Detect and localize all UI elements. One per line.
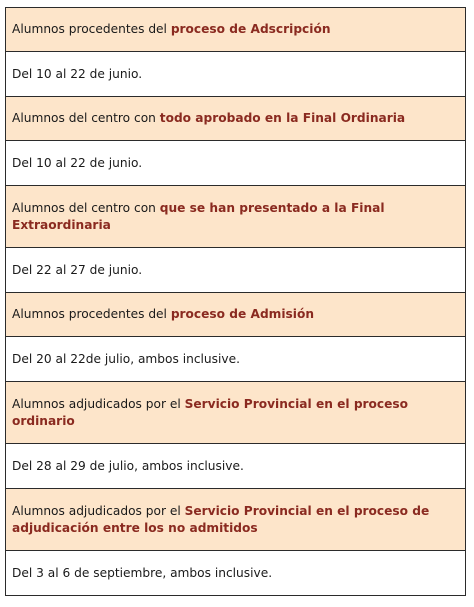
date-text: Del 28 al 29 de julio, ambos inclusive.: [12, 458, 244, 473]
date-row: [5, 337, 466, 382]
group-header-servicio-ordinario: [5, 382, 466, 444]
date-row: [5, 551, 466, 596]
row-text: Alumnos del centro con todo aprobado en la Final Ordinaria: [12, 111, 406, 125]
group-header-final-extraordinaria: [5, 186, 466, 248]
row-text: Alumnos procedentes del proceso de Adscripción: [12, 22, 331, 36]
date-text: Del 20 al 22de julio, ambos inclusive.: [12, 351, 240, 366]
group-header-adscripcion: [5, 8, 466, 52]
date-text: Del 3 al 6 de septiembre, ambos inclusive.: [12, 565, 273, 580]
highlight-text: proceso de Admisión: [170, 307, 315, 321]
row-text: Alumnos adjudicados por el Servicio Provincial en el proceso ordinario: [12, 396, 409, 428]
group-header-no-admitidos: [5, 489, 466, 551]
highlight-text: Servicio Provincial en el proceso ordinario: [12, 396, 409, 428]
date-text: Del 10 al 22 de junio.: [12, 155, 143, 170]
date-row: [5, 52, 466, 97]
date-text: Del 10 al 22 de junio.: [12, 66, 143, 81]
highlight-text: que se han presentado a la Final Extraordinaria: [12, 200, 385, 232]
date-row: [5, 141, 466, 186]
group-header-admision: [5, 293, 466, 337]
row-text: Alumnos del centro con que se han presentado a la Final Extraordinaria: [12, 200, 385, 232]
row-text: Alumnos adjudicados por el Servicio Provincial en el proceso de adjudicación entre los no admitidos: [12, 503, 430, 535]
highlight-text: todo aprobado en la Final Ordinaria: [159, 111, 406, 125]
group-header-final-ordinaria: [5, 97, 466, 141]
date-row: [5, 248, 466, 293]
highlight-text: proceso de Adscripción: [170, 22, 331, 36]
schedule-table: [5, 7, 466, 596]
highlight-text: Servicio Provincial en el proceso de adjudicación entre los no admitidos: [12, 503, 430, 535]
date-text: Del 22 al 27 de junio.: [12, 262, 143, 277]
date-row: [5, 444, 466, 489]
row-text: Alumnos procedentes del proceso de Admisión: [12, 307, 315, 321]
